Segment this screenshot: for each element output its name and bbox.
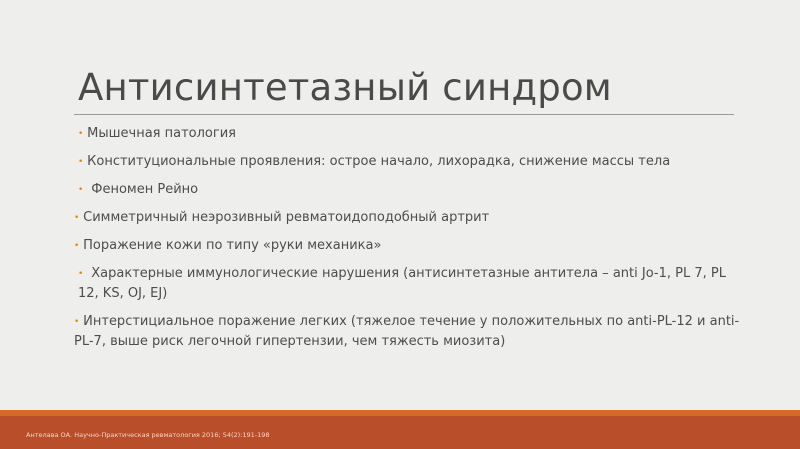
bullet-text: Конституциональные проявления: острое начало, лихорадка, снижение массы тела — [87, 154, 671, 169]
bullet-item — [74, 152, 744, 172]
bullet-text: Феномен Рейно — [87, 182, 199, 197]
bullet-item — [74, 312, 744, 352]
bullet-item — [74, 264, 744, 304]
bullet-item — [74, 180, 744, 200]
bullet-list — [74, 124, 744, 360]
bullet-item — [74, 124, 744, 144]
bullet-item — [74, 208, 744, 228]
slide-title: Антисинтетазный синдром — [78, 66, 612, 109]
bullet-text: Поражение кожи по типу «руки механика» — [83, 238, 382, 253]
bullet-text: Интерстициальное поражение легких (тяжелое течение у положительных по anti-PL-12 и anti-PL-7, выше риск легочной гипертензии, чем тяжесть миозита) — [74, 314, 740, 349]
bullet-text: Характерные иммунологические нарушения (антисинтетазные антитела – anti Jo-1, PL 7, PL 12, KS, OJ, EJ) — [78, 266, 731, 301]
bullet-marker-icon: • — [78, 157, 84, 167]
bullet-text: Мышечная патология — [87, 126, 236, 141]
bullet-marker-icon: • — [78, 269, 84, 279]
citation: Антелава ОА. Научно-Практическая ревматология 2016; 54(2):191-198 — [26, 431, 270, 439]
bullet-marker-icon: • — [74, 241, 80, 251]
bullet-item — [74, 236, 744, 256]
bullet-marker-icon: • — [78, 129, 84, 139]
bullet-marker-icon: • — [74, 213, 80, 223]
bullet-marker-icon: • — [74, 317, 80, 327]
title-divider — [74, 114, 734, 115]
bullet-marker-icon: • — [78, 185, 84, 195]
bullet-text: Симметричный неэрозивный ревматоидоподобный артрит — [83, 210, 490, 225]
